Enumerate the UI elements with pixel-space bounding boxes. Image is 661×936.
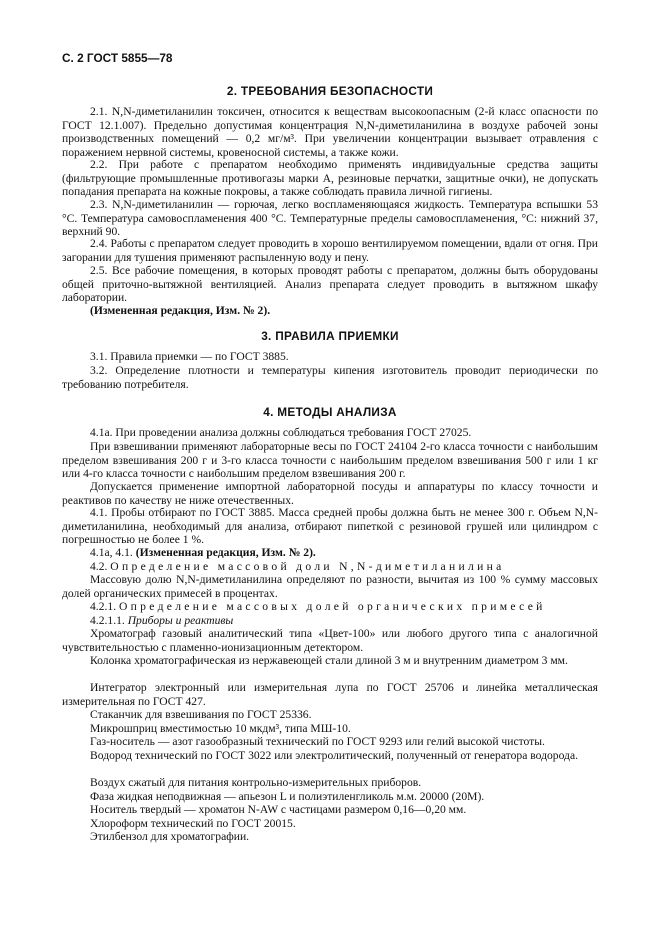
- amendment-line-4: [62, 546, 598, 560]
- paragraph-4-1: 4.1. Пробы отбирают по ГОСТ 3885. Масса средней пробы должна быть не менее 300 г. Объем N,N-диметиланилина, необходимый для анализа, отбирают пипеткой с резиновой грушей или цилиндром с погрешностью не более 1 %.: [62, 506, 598, 547]
- paragraph-2-5: 2.5. Все рабочие помещения, в которых проводят работы с препаратом, должны быть оборудованы общей приточно-вытяжной вентиляцией. Анализ препарата следует проводить в вытяжном шкафу лаборатории.: [62, 264, 598, 305]
- paragraph-4-1a: 4.1а. При проведении анализа должны соблюдаться требования ГОСТ 27025.: [90, 426, 472, 439]
- heading-4-2-title: Определение массовой доли N,N-диметиланилина: [110, 560, 505, 573]
- list-item-column: Колонка хроматографическая из нержавеющей стали длиной 3 м и внутренним диаметром 3 мм.: [90, 654, 568, 667]
- list-item-integrator: Интегратор электронный или измерительная лупа по ГОСТ 25706 и линейка металлическая измерительная по ГОСТ 427.: [62, 681, 598, 708]
- list-item-microsyringe: Микрошприц вместимостью 10 мкдм³, типа МШ-10.: [90, 722, 351, 735]
- heading-4-2: [62, 560, 598, 574]
- paragraph-import-equipment: Допускается применение импортной лабораторной посуды и аппаратуры по классу точности и реактивов по качеству не ниже отечественных.: [62, 480, 598, 507]
- list-item-carrier-gas: Газ-носитель — азот газообразный технический по ГОСТ 9293 или гелий высокой чистоты.: [90, 735, 545, 748]
- list-item-weighing-cup: Стаканчик для взвешивания по ГОСТ 25336.: [90, 708, 312, 721]
- list-item-air: Воздух сжатый для питания контрольно-измерительных приборов.: [90, 776, 422, 789]
- amendment-prefix: 4.1а, 4.1.: [90, 546, 133, 559]
- list-item-liquid-phase: Фаза жидкая неподвижная — апьезон L и полиэтиленгликоль м.м. 20000 (20М).: [90, 790, 485, 803]
- heading-4-2-1-1-title: Приборы и реактивы: [127, 614, 234, 627]
- paragraph-3-1: 3.1. Правила приемки — по ГОСТ 3885.: [90, 350, 289, 363]
- list-item-solid-support: Носитель твердый — хроматон N-AW с частицами размером 0,16—0,20 мм.: [90, 803, 467, 816]
- page-header: С. 2 ГОСТ 5855—78: [62, 51, 173, 65]
- paragraph-4-2: Массовую долю N,N-диметиланилина определяют по разности, вычитая из 100 % сумму массовых долей органических примесей в процентах.: [62, 573, 598, 600]
- list-item-ethylbenzene: Этилбензол для хроматографии.: [90, 830, 250, 843]
- paragraph-3-2: 3.2. Определение плотности и температуры кипения изготовитель проводит периодически по требованию потребителя.: [62, 364, 598, 391]
- paragraph-2-4: 2.4. Работы с препаратом следует проводить в хорошо вентилируемом помещении, вдали от огня. При загорании для тушения применяют распыленную воду и пену.: [62, 237, 598, 264]
- heading-4-2-1-1: [62, 614, 598, 628]
- paragraph-2-2: 2.2. При работе с препаратом необходимо применять индивидуальные средства защиты (фильтрующие промышленные противогазы марки А, резиновые перчатки, защитные очки), не допускать попадания препарата на кожные покровы, а также соблюдать правила личной гигиены.: [62, 158, 598, 199]
- section-title-methods: 4. МЕТОДЫ АНАЛИЗА: [263, 405, 397, 419]
- heading-4-2-1-title: Определение массовых долей органических примесей: [119, 600, 546, 613]
- heading-4-2-1-number: 4.2.1.: [90, 600, 117, 613]
- paragraph-weighing: При взвешивании применяют лабораторные весы по ГОСТ 24104 2-го класса точности с наибольшим пределом взвешивания 200 г и 3-го класса точности с наибольшим пределом взвешивания 500 г или 1 кг или 4-го класса точности с наибольшим пределом взвешивания 200 г.: [62, 440, 598, 481]
- heading-4-2-1-1-number: 4.2.1.1.: [90, 614, 125, 627]
- amendment-note-2: (Измененная редакция, Изм. № 2).: [90, 304, 271, 317]
- list-item-hydrogen: Водород технический по ГОСТ 3022 или электролитический, полученный от генератора водорода.: [90, 749, 578, 762]
- list-item-chloroform: Хлороформ технический по ГОСТ 20015.: [90, 817, 296, 830]
- section-title-acceptance: 3. ПРАВИЛА ПРИЕМКИ: [261, 329, 399, 343]
- section-title-safety: 2. ТРЕБОВАНИЯ БЕЗОПАСНОСТИ: [226, 84, 434, 98]
- heading-4-2-number: 4.2.: [90, 560, 108, 573]
- list-item-chromatograph: Хроматограф газовый аналитический типа «Цвет-100» или любого другого типа с аналогичной чувствительностью с пламенно-ионизационным детектором.: [62, 627, 598, 654]
- paragraph-2-1: 2.1. N,N-диметиланилин токсичен, относится к веществам высокоопасным (2-й класс опасности по ГОСТ 12.1.007). Предельно допустимая концентрация N,N-диметиланилина в воздухе рабочей зоны производственных помещений — 0,2 мг/м³. При увеличении концентрации вызывает отравления с поражением нервной системы, кровеносной системы, а также кожи.: [62, 105, 598, 159]
- paragraph-2-3: 2.3. N,N-диметиланилин — горючая, легко воспламеняющаяся жидкость. Температура вспышки 53 °С. Температура самовоспламенения 400 °С. Температурные пределы самовоспламенения, °С: нижний 37, верхний 90.: [62, 198, 598, 239]
- amendment-note-4: (Измененная редакция, Изм. № 2).: [135, 546, 316, 559]
- heading-4-2-1: [62, 600, 598, 614]
